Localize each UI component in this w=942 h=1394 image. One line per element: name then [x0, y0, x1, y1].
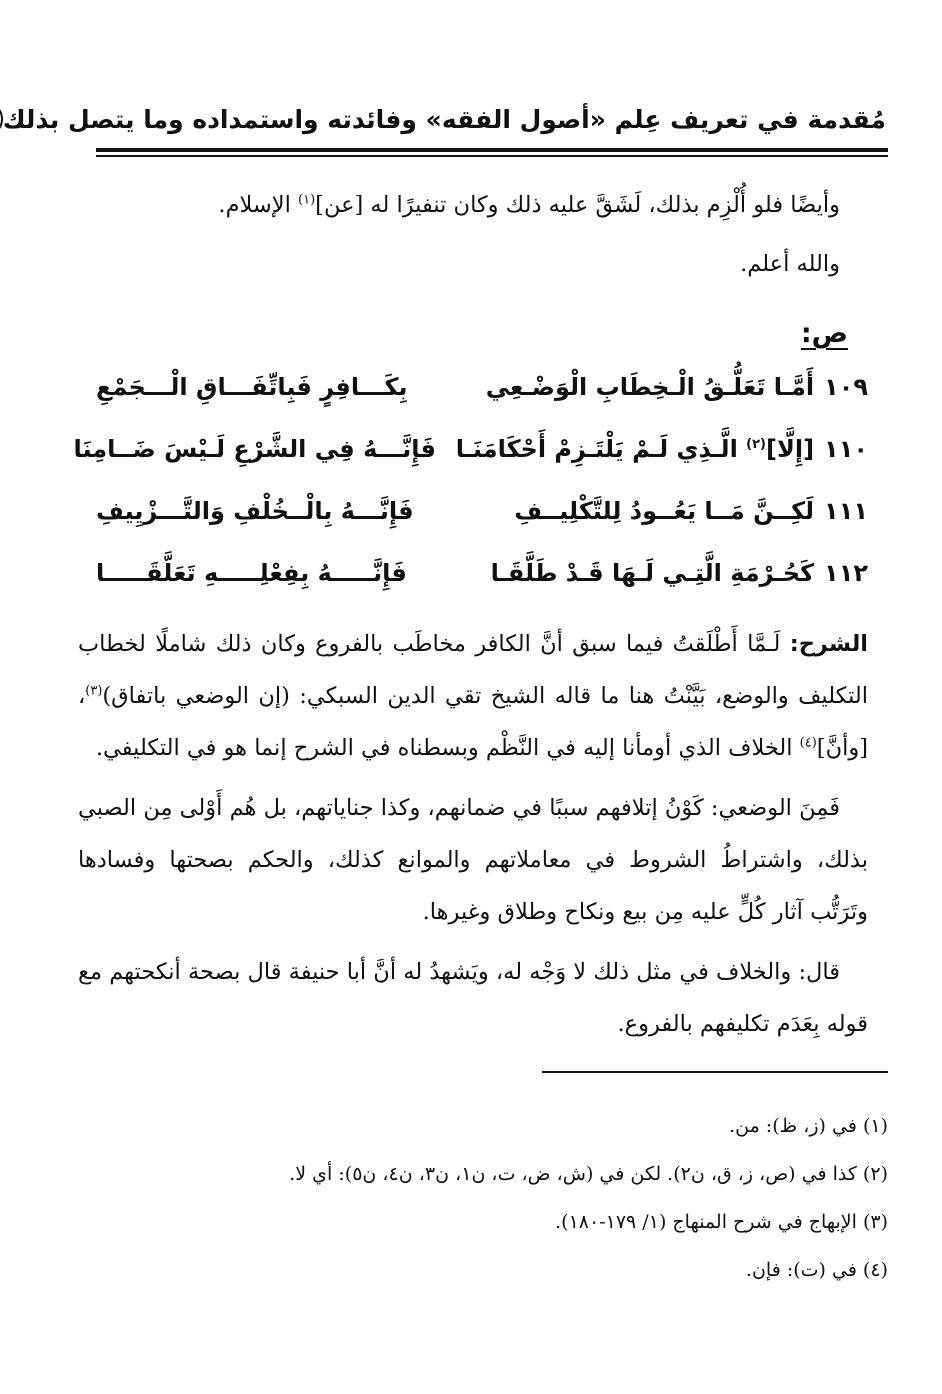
sharh-text-a: لَـمَّا أَطْلَقتُ فيما سبق أنَّ الكافر مخاطَب بالفروع وكان ذلك شاملًا لخطاب التكليف والوضع، بَيَّنْتُ هنا ما قاله الشيخ تقي الدين السبكي: (إن الوضعي باتفاق): [78, 631, 868, 709]
footnote-ref-4: (٤): [799, 735, 817, 751]
footnote-4: (٤) في (ت): فإن.: [745, 1259, 888, 1281]
verse-second-hemistich: فَإِنَّـــهُ فِي الشَّرْعِ لَـيْسَ ضَــامِنَا: [73, 435, 436, 463]
header-rule-thin: [96, 155, 888, 157]
intro-line-2: والله أعلم.: [740, 251, 840, 277]
verse-first-hemistich: [468, 559, 868, 587]
footnote-separator: [542, 1071, 888, 1073]
verses-block: [73, 365, 868, 613]
verse-text: كَحُـرْمَةِ الَّتِـي لَـهَا قَـدْ طَلَّقَـا: [490, 559, 815, 587]
verse-row: [96, 489, 868, 551]
verse-text-rest: الَّـذِي لَـمْ يَلْتَـزِمْ أَحْكَامَنَـا: [455, 435, 747, 463]
intro-block: [78, 178, 868, 292]
intro-text-end: الإسلام.: [218, 192, 299, 218]
footnote-2: (٢) كذا في (ص، ز، ق، ن٢). لكن في (ش، ض، ت، ن١، ن٣، ن٤، ن٥): أي لا.: [289, 1163, 888, 1185]
verse-text: لَكِــنَّ مَــا يَعُــودُ لِلتَّكْلِيــفِ: [514, 497, 815, 525]
verse-first-hemistich: [468, 373, 868, 401]
intro-text: وأيضًا فلو أُلْزِم بذلك، لَشَقَّ عليه ذلك وكان تنفيرًا له [عن]: [315, 192, 840, 218]
header-rule: [96, 148, 888, 152]
verse-row: [73, 427, 868, 489]
footnote-3: (٣) الإبهاج في شرح المنهاج (١/ ١٧٩-١٨٠).: [555, 1211, 888, 1233]
intro-line-1: [78, 178, 868, 233]
verse-first-hemistich: [455, 435, 868, 463]
verse-number: ١٠٩: [824, 373, 868, 401]
footnote-1: (١) في (ز، ظ): من.: [729, 1115, 888, 1137]
sharh-text-b: ، [وأنَّ]: [78, 683, 868, 761]
verse-row: [96, 365, 868, 427]
verse-number: ١١٠: [824, 435, 868, 463]
commentary-block: [78, 618, 868, 1050]
verse-text: [إِلَّا]: [766, 435, 815, 463]
verse-number: ١١١: [824, 497, 868, 525]
verse-number: ١١٢: [824, 559, 868, 587]
verse-second-hemistich: فَإِنَّـــهُ بِالْــخُلْفِ وَالتَّـــزْيِيفِ: [96, 497, 414, 525]
verse-text: أَمَّـا تَعَلُّـقُ الْـخِطَابِ الْوَضْـعِي: [485, 373, 815, 401]
verse-row: [96, 551, 868, 613]
paragraph-2: فَمِنَ الوضعي: كَوْنُ إتلافهم سببًا في ضمانهم، وكذا جناياتهم، بل هُم أَوْلى مِن الصبي بذلك، واشتراطُ الشروط في معاملاتهم والموانع كذلك، والحكم بصحتها وفسادها وتَرَتُّب آثار كُلٍّ عليه مِن بيع ونكاح وطلاق وغيرها.: [78, 795, 868, 925]
running-header: [2, 96, 886, 142]
header-title: مُقدمة في تعريف عِلم «أصول الفقه» وفائدته واستمداده وما يتصل بذلك: [2, 104, 886, 134]
footnote-ref-2: (٢): [746, 437, 766, 452]
verse-second-hemistich: بِكَـــافِرٍ فَبِاتِّفَـــاقِ الْـــجَمْعِ: [96, 373, 408, 401]
sharh-paragraph: [78, 618, 868, 774]
sharh-label: الشرح:: [789, 631, 868, 657]
matn-label: [760, 318, 848, 349]
footnotes-block: [96, 1102, 888, 1294]
matn-label-text: ص:: [800, 318, 848, 349]
sharh-text-c: الخلاف الذي أومأنا إليه في النَّظْم وبسطناه في الشرح إنما هو في التكليفي.: [95, 735, 800, 761]
verse-second-hemistich: فَإِنَّـــــهُ بِفِعْلِـــــهِ تَعَلَّقَـــــا: [96, 559, 407, 587]
footnote-ref-1: (١): [298, 192, 316, 208]
footnote-ref-3: (٣): [85, 683, 103, 699]
paragraph-3: قال: والخلاف في مثل ذلك لا وَجْه له، ويَشهدُ له أنَّ أبا حنيفة قال بصحة أنكحتهم مع قوله بِعَدَم تكليفهم بالفروع.: [78, 959, 868, 1037]
verse-first-hemistich: [468, 497, 868, 525]
